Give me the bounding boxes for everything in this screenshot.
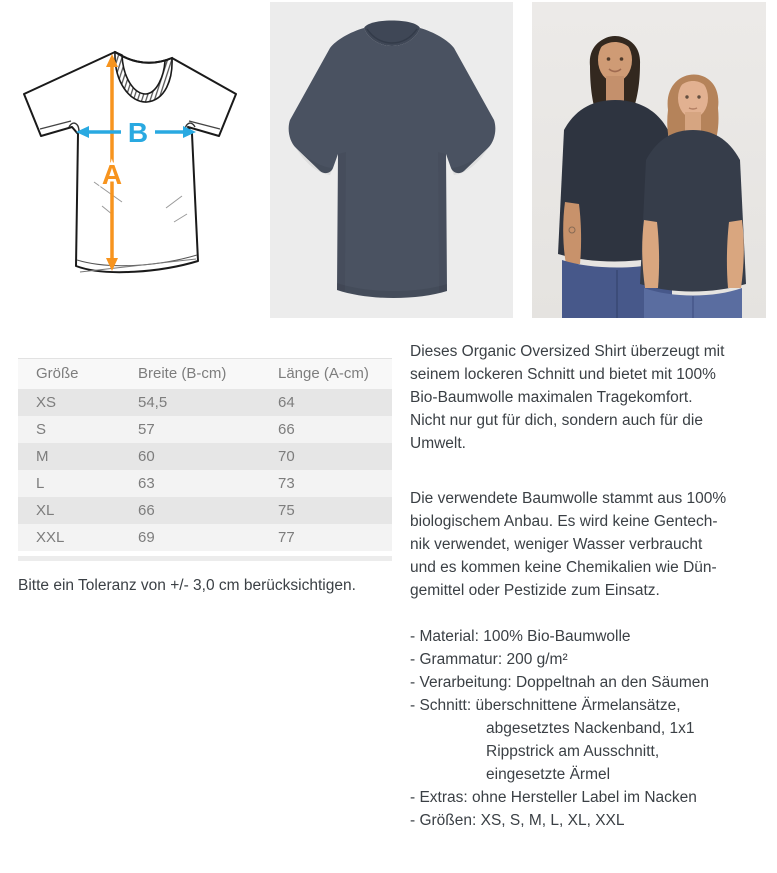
description-line: Die verwendete Baumwolle stammt aus 100% — [410, 490, 727, 507]
description-line: Bio-Baumwolle maximalen Tragekomfort. — [410, 389, 693, 406]
spec-item: - Material: 100% Bio-Baumwolle — [410, 628, 631, 645]
size-table — [18, 358, 392, 551]
table-cell: 54,5 — [138, 393, 168, 411]
table-cell: 77 — [278, 528, 295, 546]
table-row — [18, 416, 392, 443]
spec-list — [410, 625, 777, 832]
table-cell: 73 — [278, 474, 295, 492]
table-cell: 60 — [138, 447, 155, 465]
spec-item-continuation: eingesetzte Ärmel — [486, 766, 611, 783]
spec-item: - Verarbeitung: Doppeltnah an den Säumen — [410, 674, 710, 691]
table-row — [18, 389, 392, 416]
spec-item: - Schnitt: überschnittene Ärmelansätze, — [410, 697, 681, 714]
shade-right — [438, 152, 447, 292]
description-paragraph — [410, 340, 777, 455]
product-description — [410, 340, 777, 832]
spec-item: - Extras: ohne Hersteller Label im Nacken — [410, 789, 697, 806]
spec-item: - Größen: XS, S, M, L, XL, XXL — [410, 812, 625, 829]
spec-item-continuation: abgesetztes Nackenband, 1x1 — [486, 720, 695, 737]
table-cell: 63 — [138, 474, 155, 492]
models-photo — [532, 2, 766, 318]
description-line: Umwelt. — [410, 435, 466, 452]
table-row — [18, 497, 392, 524]
table-cell: 70 — [278, 447, 295, 465]
shade-left — [337, 152, 346, 291]
product-photo-models — [532, 2, 766, 318]
measure-label-a: A — [101, 159, 123, 190]
flat-tshirt-photo — [270, 2, 513, 318]
description-line: Nicht nur gut für dich, sondern auch für die — [410, 412, 703, 429]
measure-label-b: B — [127, 117, 149, 148]
description-line: Dieses Organic Oversized Shirt überzeugt mit — [410, 343, 725, 360]
description-line: biologischem Anbau. Es wird keine Gentech- — [410, 513, 718, 530]
table-cell: 57 — [138, 420, 155, 438]
size-table-header-row — [18, 359, 392, 389]
product-photo-flat — [270, 2, 513, 318]
description-line: seinem lockeren Schnitt und bietet mit 100% — [410, 366, 716, 383]
table-cell: 64 — [278, 393, 295, 411]
spec-item-continuation: Rippstrick am Ausschnitt, — [486, 743, 660, 760]
table-cell: 66 — [138, 501, 155, 519]
table-cell: 66 — [278, 420, 295, 438]
size-measurement-diagram — [10, 10, 250, 310]
description-line: nik verwendet, weniger Wasser verbraucht — [410, 536, 703, 553]
table-cell: M — [36, 447, 49, 465]
table-bottom-strip — [18, 556, 392, 561]
description-line: gemittel oder Pestizide zum Einsatz. — [410, 582, 660, 599]
table-cell: XL — [36, 501, 55, 519]
tolerance-note: Bitte ein Toleranz von +/- 3,0 cm berücksichtigen. — [18, 577, 356, 594]
table-cell: L — [36, 474, 45, 492]
column-header-laenge: Länge (A-cm) — [278, 359, 392, 389]
column-header-groesse: Größe — [18, 359, 138, 389]
tshirt-line-drawing — [10, 10, 250, 310]
table-row — [18, 470, 392, 497]
spec-item: - Grammatur: 200 g/m² — [410, 651, 568, 668]
table-cell: 75 — [278, 501, 295, 519]
table-cell: XS — [36, 393, 57, 411]
column-header-breite: Breite (B-cm) — [138, 359, 278, 389]
description-line: und es kommen keine Chemikalien wie Dün- — [410, 559, 717, 576]
table-cell: XXL — [36, 528, 65, 546]
table-cell: S — [36, 420, 47, 438]
table-row — [18, 443, 392, 470]
table-cell: 69 — [138, 528, 155, 546]
description-paragraph — [410, 487, 777, 602]
table-row — [18, 524, 392, 551]
